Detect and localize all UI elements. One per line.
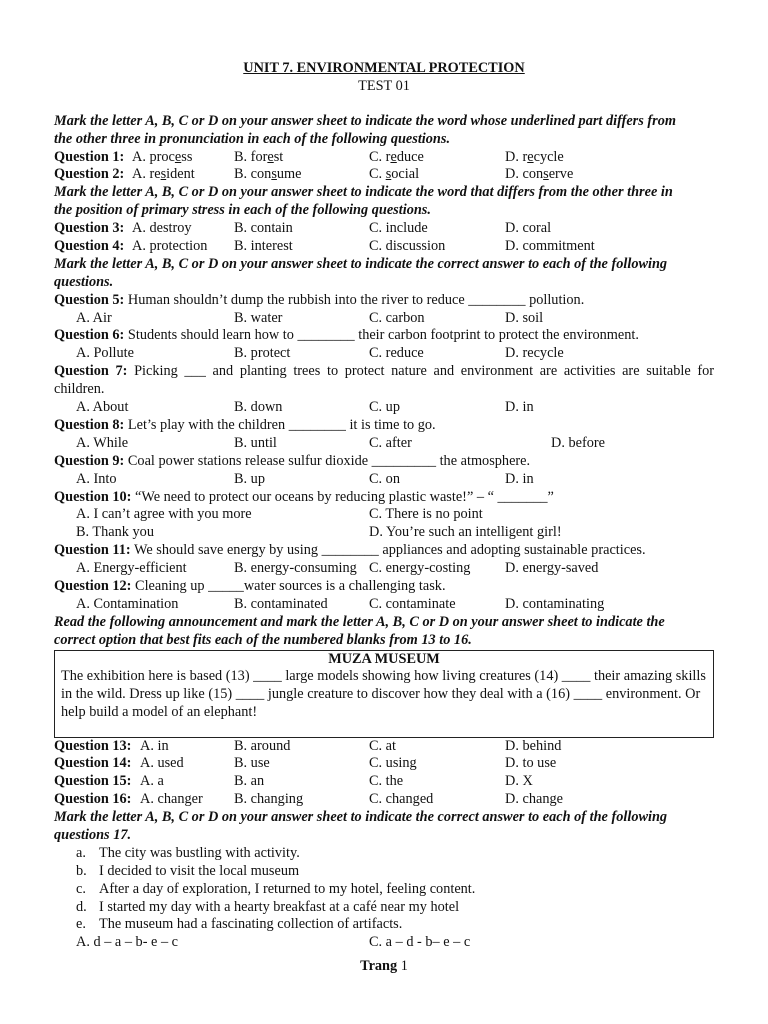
option-b: B. interest	[234, 238, 293, 255]
question-label: Question 14:	[54, 755, 132, 772]
option-b: B. use	[234, 755, 270, 772]
option-b: B. water	[234, 309, 283, 326]
instruction-correct-line2: questions.	[54, 273, 114, 290]
option-a: A. destroy	[132, 220, 192, 237]
sentence-c: c. After a day of exploration, I returned to my hotel, feeling content.	[76, 880, 476, 897]
question-15	[54, 773, 714, 791]
instruction-announcement-line2: correct option that best fits each of the numbered blanks from 13 to 16.	[54, 631, 472, 648]
option-d: D. energy-saved	[505, 560, 599, 577]
question-10-options-row2	[54, 524, 714, 542]
question-label: Question 4:	[54, 238, 125, 255]
option-a: A. While	[76, 434, 129, 451]
option-a: A. Pollute	[76, 345, 134, 362]
question-8-options	[54, 435, 714, 453]
question-12-options	[54, 596, 714, 614]
option-d: D. X	[505, 773, 533, 790]
page-footer	[0, 958, 768, 975]
question-label: Question 2:	[54, 166, 125, 183]
option-b: B. changing	[234, 791, 304, 808]
question-6-options	[54, 345, 714, 363]
worksheet	[54, 60, 714, 952]
page-number: 1	[400, 958, 408, 974]
sentence-d: d. I started my day with a hearty breakfast at a café near my hotel	[76, 898, 460, 915]
option-a: A. protection	[132, 238, 208, 255]
sentence-e: e. The museum had a fascinating collection of artifacts.	[76, 916, 403, 933]
option-a: A. About	[76, 399, 129, 416]
option-d: D. in	[505, 399, 534, 416]
option-b: B. energy-consuming	[234, 560, 357, 577]
question-9-options	[54, 471, 714, 489]
instruction-pronunciation-line2: the other three in pronunciation in each of the following questions.	[54, 130, 451, 147]
option-c: C. There is no point	[369, 506, 483, 523]
option-b: B. consume	[234, 166, 302, 183]
option-c: C. changed	[369, 791, 434, 808]
question-label: Question 15:	[54, 773, 132, 790]
footer-label: Trang	[360, 958, 398, 974]
option-c: C. after	[369, 434, 412, 451]
option-d: D. You’re such an intelligent girl!	[369, 524, 562, 541]
question-5-options	[54, 310, 714, 328]
question-12-stem: Question 12: Cleaning up _____water sources is a challenging task.	[54, 577, 446, 594]
instruction-correct-line1: Mark the letter A, B, C or D on your answer sheet to indicate the correct answer to each of the following	[54, 255, 668, 272]
option-c: C. include	[369, 220, 428, 237]
announcement-text: The exhibition here is based (13) ____ large models showing how living creatures (14) ____ their amazing skills in the wild. Dress up like (15) ____ jungle creature to discover how they deal with a (16) ____ environment. Or help build a model of an elephant!	[61, 668, 706, 721]
question-5-stem: Question 5: Human shouldn’t dump the rubbish into the river to reduce ________ pollution.	[54, 291, 585, 308]
option-d: D. to use	[505, 755, 557, 772]
option-d: D. contaminating	[505, 595, 605, 612]
option-c: C. contaminate	[369, 595, 456, 612]
option-a: A. d – a – b- e – c	[76, 934, 179, 951]
option-b: B. up	[234, 470, 265, 487]
question-1	[54, 149, 714, 167]
option-c: C. carbon	[369, 309, 425, 326]
question-13	[54, 738, 714, 756]
instruction-q17-line2: questions 17.	[54, 826, 132, 843]
option-a: A. Energy-efficient	[76, 560, 187, 577]
option-b: B. around	[234, 737, 291, 754]
page-title: UNIT 7. ENVIRONMENTAL PROTECTION	[243, 60, 525, 76]
option-d: D. change	[505, 791, 563, 808]
option-c: C. the	[369, 773, 404, 790]
question-8-stem: Question 8: Let’s play with the children ________ it is time to go.	[54, 416, 436, 433]
announcement-box	[54, 650, 714, 738]
option-a: A. resident	[132, 166, 195, 183]
question-10-options-row1	[54, 506, 714, 524]
option-c: C. reduce	[369, 148, 424, 165]
option-c: C. at	[369, 737, 397, 754]
instruction-stress-line2: the position of primary stress in each of the following questions.	[54, 202, 431, 219]
option-d: D. conserve	[505, 166, 574, 183]
option-d: D. commitment	[505, 238, 595, 255]
question-7-stem: Question 7: Picking ___ and planting trees to protect nature and environment are activities are suitable for children.	[54, 363, 714, 398]
option-d: D. recycle	[505, 345, 564, 362]
option-c: C. up	[369, 399, 400, 416]
option-b: B. an	[234, 773, 265, 790]
instruction-pronunciation-line1: Mark the letter A, B, C or D on your answer sheet to indicate the word whose underlined part differs from	[54, 112, 676, 129]
sentence-b: b. I decided to visit the local museum	[76, 862, 300, 879]
option-c: C. using	[369, 755, 417, 772]
question-label: Question 13:	[54, 737, 132, 754]
option-b: B. protect	[234, 345, 291, 362]
question-label: Question 1:	[54, 148, 125, 165]
option-c: C. social	[369, 166, 420, 183]
question-label: Question 3:	[54, 220, 125, 237]
option-b: B. down	[234, 399, 283, 416]
option-d: D. before	[551, 434, 605, 451]
question-14	[54, 755, 714, 773]
question-16	[54, 791, 714, 809]
question-7-options	[54, 399, 714, 417]
question-2	[54, 166, 714, 184]
instruction-q17-line1: Mark the letter A, B, C or D on your answer sheet to indicate the correct answer to each of the following	[54, 809, 668, 826]
question-10-stem: Question 10: “We need to protect our oceans by reducing plastic waste!” – “ _______”	[54, 488, 554, 505]
option-b: B. forest	[234, 148, 284, 165]
instruction-announcement-line1: Read the following announcement and mark the letter A, B, C or D on your answer sheet to indicate the	[54, 613, 665, 630]
question-6-stem: Question 6: Students should learn how to ________ their carbon footprint to protect the environment.	[54, 327, 639, 344]
option-c: C. energy-costing	[369, 560, 471, 577]
option-b: B. until	[234, 434, 277, 451]
option-d: D. behind	[505, 737, 562, 754]
option-a: A. Air	[76, 309, 112, 326]
option-c: C. reduce	[369, 345, 424, 362]
option-b: B. contain	[234, 220, 293, 237]
option-c: C. discussion	[369, 238, 446, 255]
test-number: TEST 01	[358, 77, 410, 94]
option-b: B. Thank you	[76, 524, 154, 541]
option-d: D. coral	[505, 220, 552, 237]
announcement-title: MUZA MUSEUM	[328, 650, 440, 667]
sentence-a: a. The city was bustling with activity.	[76, 844, 300, 861]
option-a: A. used	[140, 755, 184, 772]
option-a: A. I can’t agree with you more	[76, 506, 252, 523]
option-c: C. a – d - b– e – c	[369, 934, 471, 951]
option-d: D. recycle	[505, 148, 564, 165]
option-a: A. in	[140, 737, 169, 754]
option-a: A. Contamination	[76, 595, 179, 612]
option-a: A. process	[132, 148, 193, 165]
question-17-options	[54, 934, 714, 952]
question-9-stem: Question 9: Coal power stations release sulfur dioxide _________ the atmosphere.	[54, 452, 531, 469]
question-11-options	[54, 560, 714, 578]
option-a: A. changer	[140, 791, 203, 808]
option-a: A. Into	[76, 470, 117, 487]
option-b: B. contaminated	[234, 595, 328, 612]
option-c: C. on	[369, 470, 400, 487]
question-3	[54, 220, 714, 238]
option-a: A. a	[140, 773, 164, 790]
question-label: Question 16:	[54, 791, 132, 808]
option-d: D. soil	[505, 309, 544, 326]
question-4	[54, 238, 714, 256]
option-d: D. in	[505, 470, 534, 487]
instruction-stress-line1: Mark the letter A, B, C or D on your answer sheet to indicate the word that differs from the other three in	[54, 184, 673, 201]
question-11-stem: Question 11: We should save energy by using ________ appliances and adopting sustainable practices.	[54, 542, 646, 559]
